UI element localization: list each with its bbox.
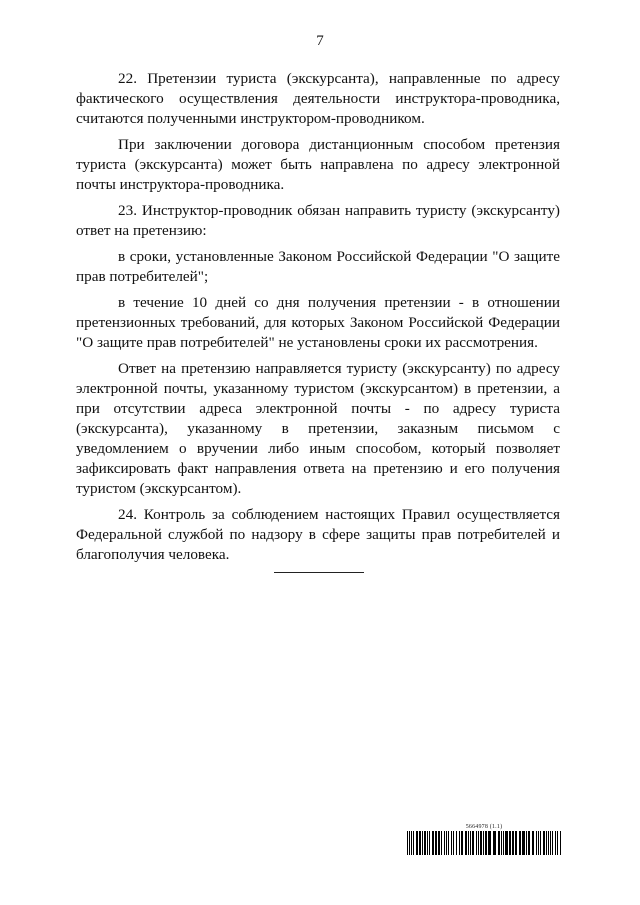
paragraph-22: 22. Претензии туриста (экскурсанта), направленные по адресу фактического осуществления деятельности инструктора-проводника, считаются полученными инструктором-проводником.: [76, 70, 560, 127]
document-body: [76, 69, 560, 565]
paragraph-deadline-law: в сроки, установленные Законом Российской Федерации "О защите прав потребителей";: [76, 248, 560, 285]
paragraph-remote-contract: При заключении договора дистанционным способом претензия туриста (экскурсанта) может быть направлена по адресу электронной почты инструктора-проводника.: [76, 136, 560, 193]
document-barcode: [407, 823, 561, 855]
paragraph-24: 24. Контроль за соблюдением настоящих Правил осуществляется Федеральной службой по надзору в сфере защиты прав потребителей и благополучия человека.: [76, 506, 560, 563]
barcode-icon: [407, 831, 561, 855]
end-separator-line: [274, 572, 364, 573]
page-number: 7: [316, 33, 324, 49]
paragraph-response-delivery: Ответ на претензию направляется туристу (экскурсанту) по адресу электронной почты, указанному туристом (экскурсантом) в претензии, а при отсутствии адреса электронной почты - по адресу туриста (экскурсанта), указанному в претензии, заказным письмом с уведомлением о вручении либо иным способом, который позволяет зафиксировать факт направления ответа на претензию и его получения туристом (экскурсантом).: [76, 360, 560, 497]
paragraph-23: 23. Инструктор-проводник обязан направить туристу (экскурсанту) ответ на претензию:: [76, 202, 560, 239]
paragraph-deadline-10-days: в течение 10 дней со дня получения претензии - в отношении претензионных требований, для которых Законом Российской Федерации "О защите прав потребителей" не установлены сроки их рассмотрения.: [76, 294, 560, 351]
barcode-code-text: 5664978 (1.1): [465, 824, 503, 830]
